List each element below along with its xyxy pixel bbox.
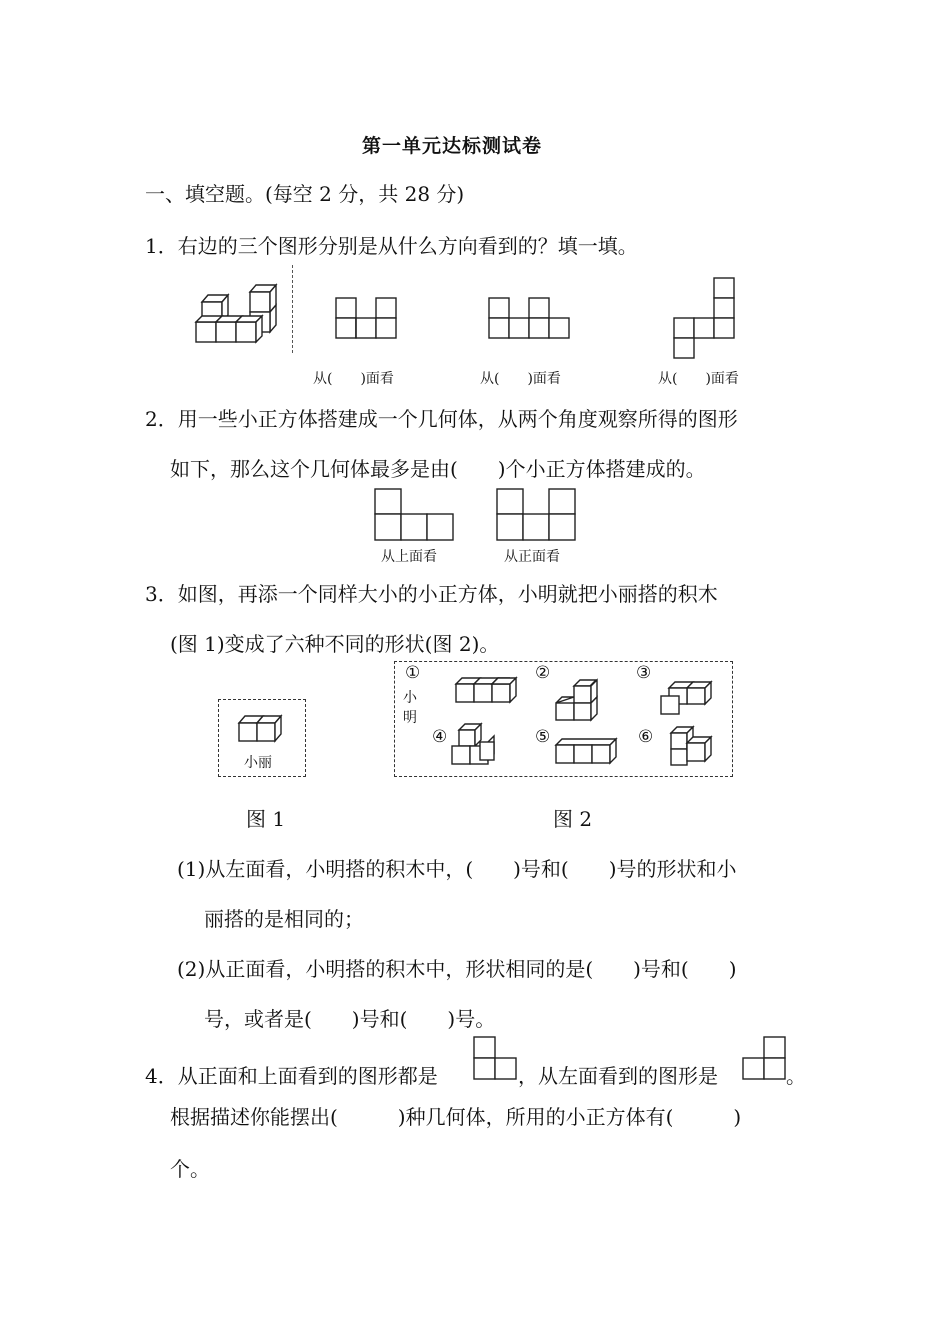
q4-part2: ，从左面看到的图形是 bbox=[518, 1064, 718, 1088]
q2-top-view bbox=[374, 488, 456, 542]
q4-part1: 4．从正面和上面看到的图形都是 bbox=[145, 1064, 438, 1088]
q2-caption-front: 从正面看 bbox=[504, 549, 560, 565]
q3-line1: 3．如图，再添一个同样大小的小正方体，小明就把小丽搭的积木 bbox=[145, 582, 718, 606]
q3-sub2-line1: (2)从正面看，小明搭的积木中，形状相同的是( )号和( ) bbox=[177, 957, 737, 981]
fig2-caption: 图 2 bbox=[553, 807, 593, 831]
q2-line1: 2．用一些小正方体搭建成一个几何体，从两个角度观察所得的图形 bbox=[145, 407, 738, 431]
q1-caption-3: 从( )面看 bbox=[658, 371, 739, 387]
fig1-label: 小丽 bbox=[244, 755, 272, 771]
q4-left-view bbox=[742, 1036, 786, 1080]
fig2-side-label: 小明 bbox=[403, 690, 417, 726]
q1-text: 1．右边的三个图形分别是从什么方向看到的？填一填。 bbox=[145, 234, 638, 258]
q4-line3: 个。 bbox=[170, 1157, 210, 1181]
fig1-caption: 图 1 bbox=[246, 807, 286, 831]
fig1-xiaoli-blocks bbox=[236, 711, 292, 747]
fig2-num-1: ① bbox=[405, 663, 421, 683]
fig2-shape-6 bbox=[670, 725, 718, 767]
page-title: 第一单元达标测试卷 bbox=[362, 135, 543, 157]
q4-front-top-view bbox=[473, 1036, 517, 1080]
q3-sub2-line2: 号，或者是( )号和( )号。 bbox=[204, 1007, 496, 1031]
fig2-shape-2 bbox=[555, 678, 599, 722]
q2-line2: 如下，那么这个几何体最多是由( )个小正方体搭建成的。 bbox=[170, 457, 706, 481]
section-heading: 一、填空题。(每空 2 分，共 28 分) bbox=[145, 182, 465, 206]
q2-caption-top: 从上面看 bbox=[381, 549, 437, 565]
fig2-num-4: ④ bbox=[432, 727, 448, 747]
q3-sub1-line1: (1)从左面看，小明搭的积木中，( )号和( )号的形状和小 bbox=[177, 857, 737, 881]
q1-view-c bbox=[673, 277, 737, 361]
q3-line2: (图 1)变成了六种不同的形状(图 2)。 bbox=[170, 632, 500, 656]
fig2-num-6: ⑥ bbox=[638, 727, 654, 747]
fig2-shape-1 bbox=[455, 676, 515, 706]
q1-view-a bbox=[335, 297, 397, 339]
q1-separator bbox=[292, 265, 293, 353]
q1-cube-stack-figure bbox=[190, 280, 280, 350]
q3-sub1-line2: 丽搭的是相同的； bbox=[204, 907, 364, 931]
fig2-num-5: ⑤ bbox=[535, 727, 551, 747]
fig2-num-2: ② bbox=[535, 663, 551, 683]
fig2-shape-3 bbox=[660, 678, 712, 716]
q2-front-view bbox=[496, 488, 578, 542]
fig2-shape-5 bbox=[555, 738, 617, 766]
fig2-shape-4 bbox=[451, 722, 501, 768]
fig2-num-3: ③ bbox=[636, 663, 652, 683]
q1-caption-1: 从( )面看 bbox=[313, 371, 394, 387]
q1-caption-2: 从( )面看 bbox=[480, 371, 561, 387]
q1-view-b bbox=[488, 297, 572, 339]
q4-part3: 。 bbox=[786, 1064, 806, 1088]
q4-line2: 根据描述你能摆出( )种几何体，所用的小正方体有( ) bbox=[170, 1105, 742, 1129]
